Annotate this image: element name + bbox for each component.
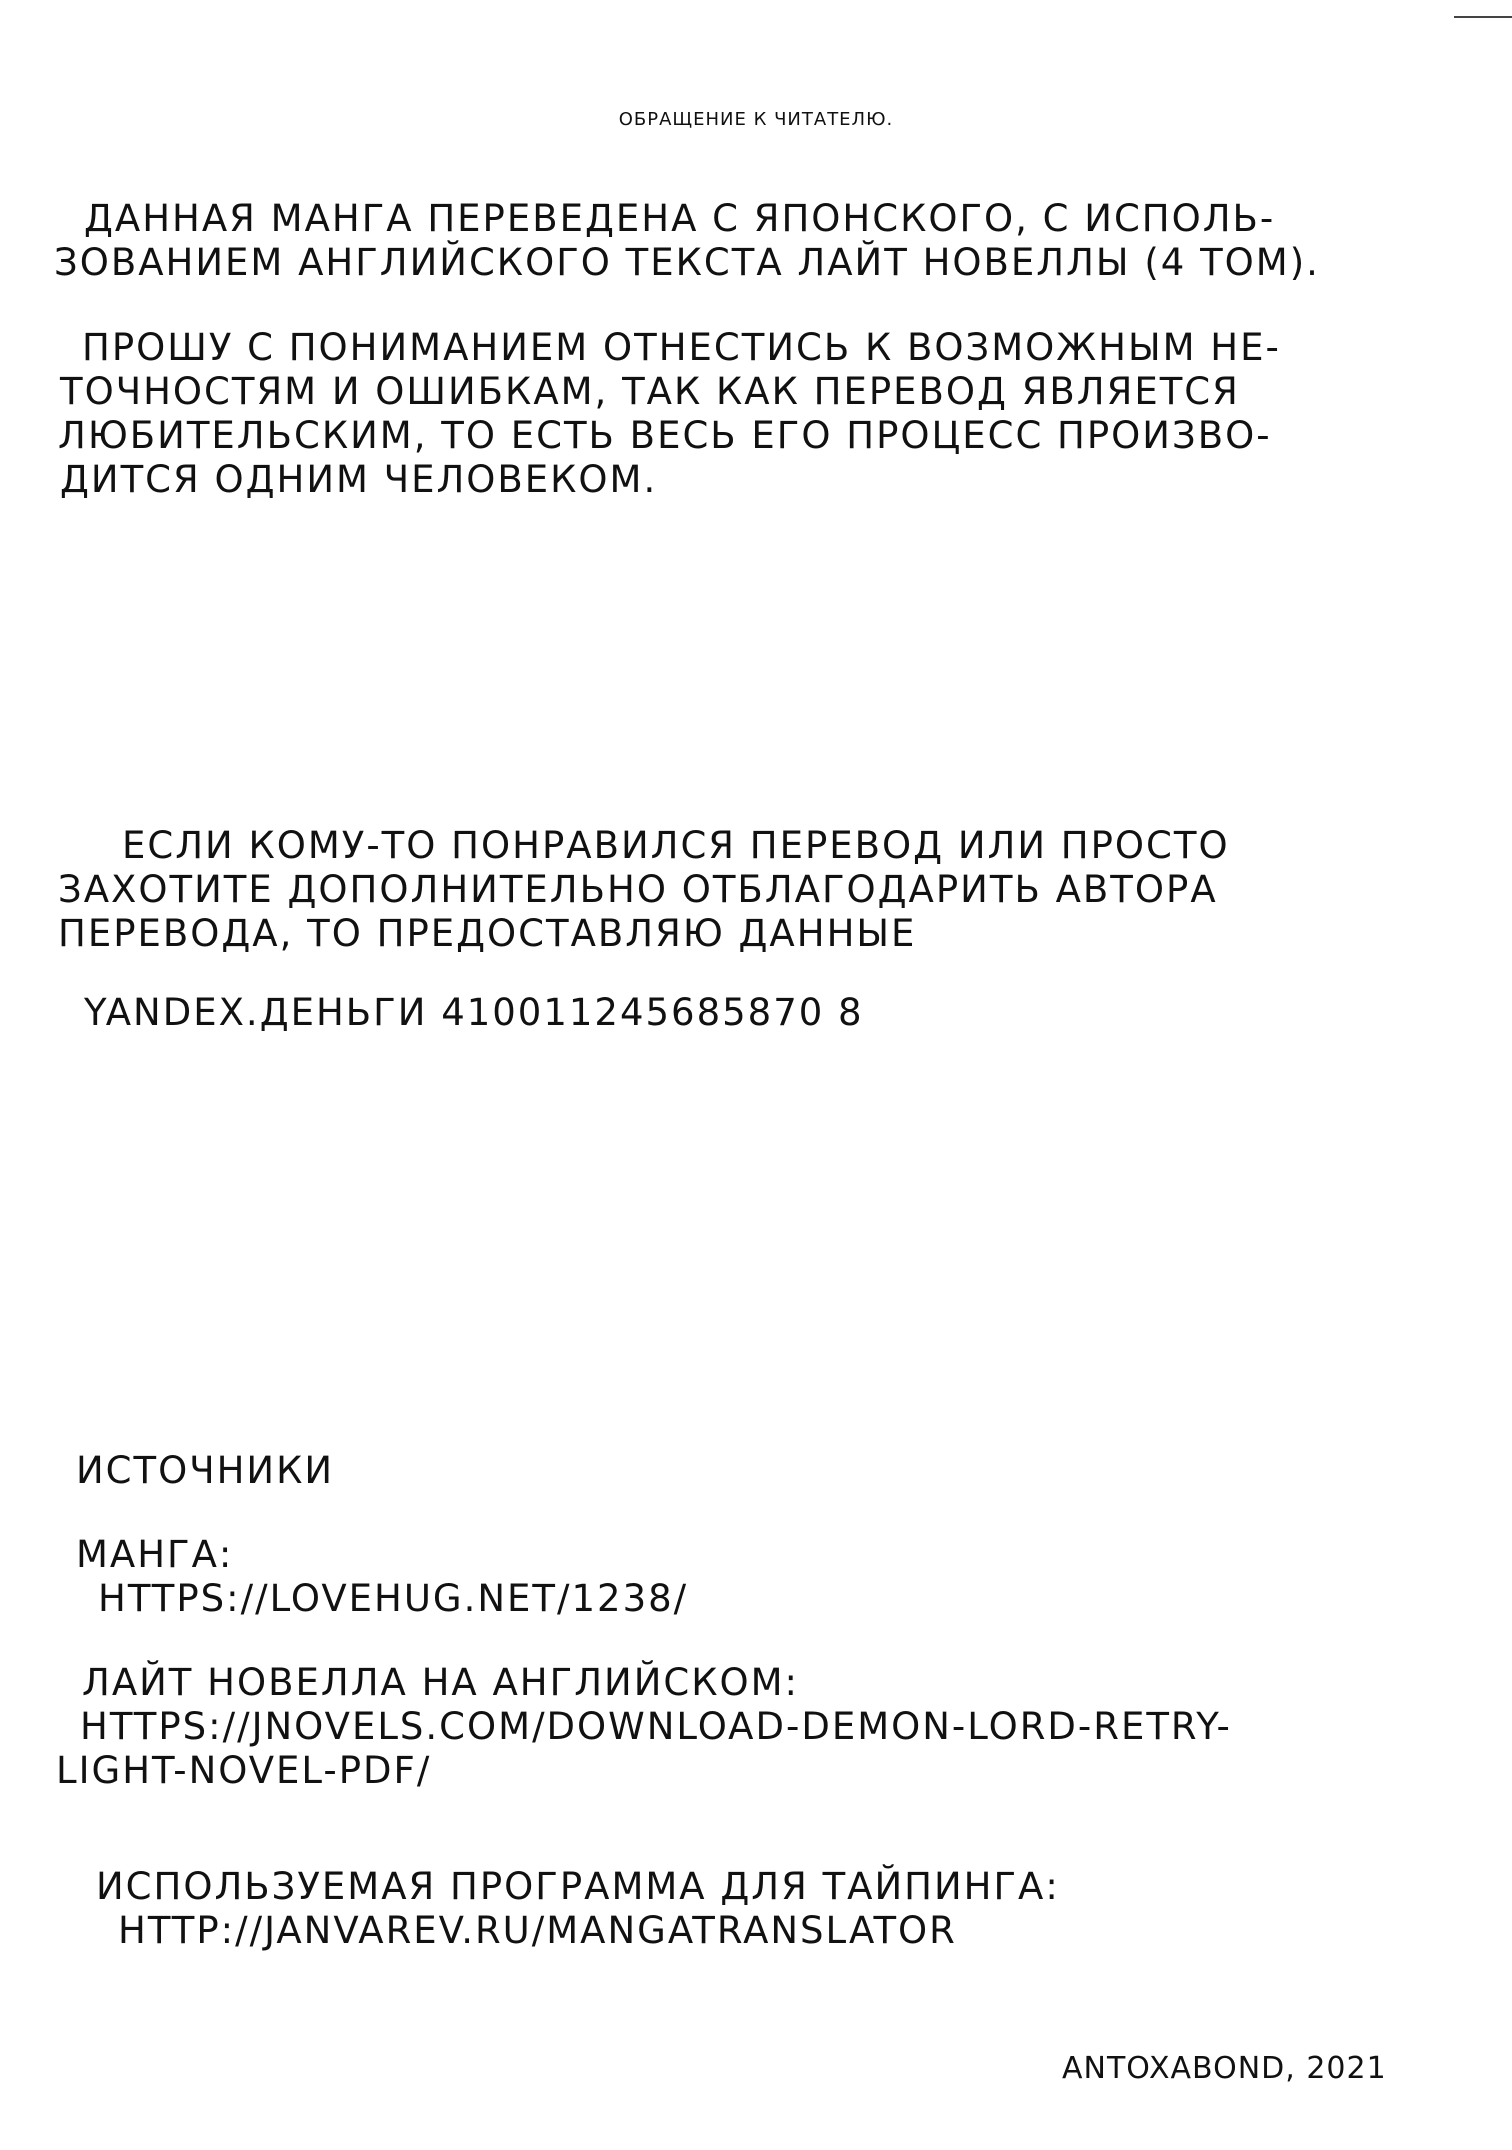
donation-line-1: ЕСЛИ КОМУ-ТО ПОНРАВИЛСЯ ПЕРЕВОД ИЛИ ПРОСТО [122,824,1230,867]
novel-url-line-1: HTTPS://JNOVELS.COM/DOWNLOAD-DEMON-LORD-RETRY- [80,1705,1232,1748]
corner-edge-line [1454,16,1512,18]
novel-url-line-2: LIGHT-NOVEL-PDF/ [56,1749,432,1792]
program-url: HTTP://JANVAREV.RU/MANGATRANSLATOR [118,1909,957,1952]
notice-line-2: ТОЧНОСТЯМ И ОШИБКАМ, ТАК КАК ПЕРЕВОД ЯВЛЯЕТСЯ [60,370,1240,413]
novel-label: ЛАЙТ НОВЕЛЛА НА АНГЛИЙСКОМ: [82,1661,799,1704]
manga-label: МАНГА: [76,1533,234,1576]
notice-line-1: ПРОШУ С ПОНИМАНИЕМ ОТНЕСТИСЬ К ВОЗМОЖНЫМ НЕ- [82,326,1281,369]
manga-url: HTTPS://LOVEHUG.NET/1238/ [98,1577,689,1620]
notice-line-3: ЛЮБИТЕЛЬСКИМ, ТО ЕСТЬ ВЕСЬ ЕГО ПРОЦЕСС ПРОИЗВО- [58,414,1272,457]
sources-heading: ИСТОЧНИКИ [76,1449,335,1492]
wallet-number: YANDEX.ДЕНЬГИ 410011245685870 8 [84,991,864,1034]
program-label: ИСПОЛЬЗУЕМАЯ ПРОГРАММА ДЛЯ ТАЙПИНГА: [96,1865,1060,1908]
page-title: ОБРАЩЕНИЕ К ЧИТАТЕЛЮ. [618,109,894,130]
intro-line-2: ЗОВАНИЕМ АНГЛИЙСКОГО ТЕКСТА ЛАЙТ НОВЕЛЛЫ (4 ТОМ). [54,241,1320,284]
notice-line-4: ДИТСЯ ОДНИМ ЧЕЛОВЕКОМ. [60,458,658,501]
intro-line-1: ДАННАЯ МАНГА ПЕРЕВЕДЕНА С ЯПОНСКОГО, С ИСПОЛЬ- [84,197,1276,240]
donation-line-3: ПЕРЕВОДА, ТО ПРЕДОСТАВЛЯЮ ДАННЫЕ [58,912,917,955]
donation-line-2: ЗАХОТИТЕ ДОПОЛНИТЕЛЬНО ОТБЛАГОДАРИТЬ АВТОРА [58,868,1218,911]
signature: ANTOXABOND, 2021 [1062,2051,1387,2086]
